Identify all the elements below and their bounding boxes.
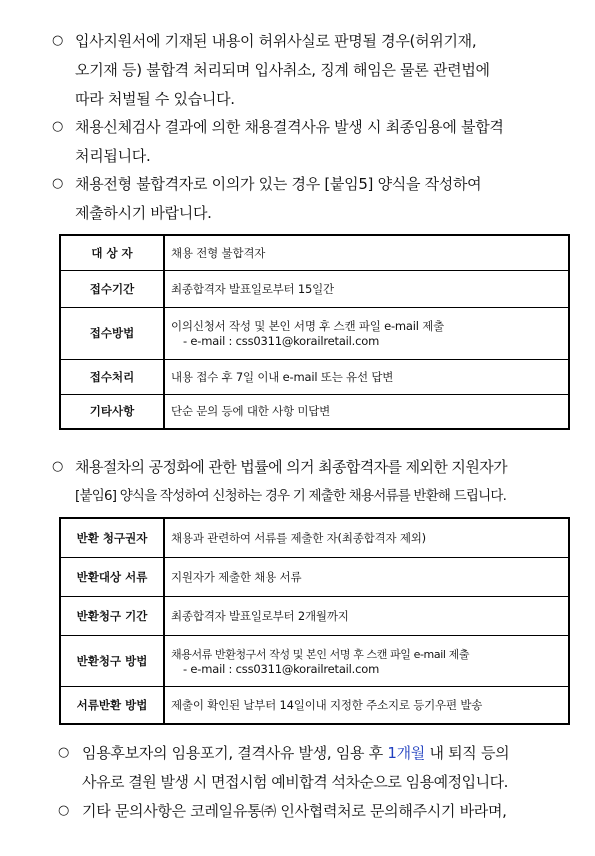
bullet-text: 제출하시기 바랍니다. (75, 204, 212, 222)
bullet-text: 입사지원서에 기재된 내용이 허위사실로 판명될 경우(허위기재, (75, 32, 477, 50)
row-header: 서류반환 방법 (60, 686, 164, 724)
row-header: 접수방법 (60, 307, 164, 359)
document-return-table (59, 517, 570, 725)
bullet-text: 오기재 등) 불합격 처리되며 입사취소, 징계 해임은 물론 관련법에 (75, 61, 490, 79)
bullet-text (82, 744, 509, 762)
row-value (164, 307, 569, 359)
bullet-marker: ○ (52, 119, 64, 134)
row-value: 단순 문의 등에 대한 사항 미답변 (164, 394, 569, 429)
row-header: 반환대상 서류 (60, 557, 164, 596)
objection-info-table (59, 234, 570, 430)
row-value: 최종합격자 발표일로부터 2개월까지 (164, 596, 569, 635)
table-row (60, 686, 569, 724)
row-header: 반환청구 방법 (60, 635, 164, 686)
row-value (164, 635, 569, 686)
bullet-text: 따라 처벌될 수 있습니다. (75, 90, 235, 108)
value-main: 이의신청서 작성 및 본인 서명 후 스캔 파일 e-mail 제출 (171, 319, 445, 333)
bullet-marker: ○ (52, 459, 64, 474)
row-header: 접수처리 (60, 359, 164, 394)
table-row (60, 394, 569, 429)
row-value: 채용과 관련하여 서류를 제출한 자(최종합격자 제외) (164, 518, 569, 557)
row-value: 지원자가 제출한 채용 서류 (164, 557, 569, 596)
row-header: 대 상 자 (60, 235, 164, 270)
text-after: 내 퇴직 등의 (424, 744, 510, 762)
bullet-marker: ○ (52, 33, 64, 48)
row-header: 반환 청구권자 (60, 518, 164, 557)
bullet-text: 기타 문의사항은 코레일유통㈜ 인사협력처로 문의해주시기 바라며, (82, 802, 507, 820)
value-main: 채용서류 반환청구서 작성 및 본인 서명 후 스캔 파일 e-mail 제출 (171, 647, 470, 661)
table-row (60, 557, 569, 596)
bullet-text: [붙임6] 양식을 작성하여 신청하는 경우 기 제출한 채용서류를 반환해 드립니다. (75, 488, 507, 504)
bullet-text: 채용절차의 공정화에 관한 법률에 의거 최종합격자를 제외한 지원자가 (75, 458, 507, 476)
email-line: - e-mail : css0311@korailretail.com (183, 661, 380, 676)
bullet-text: 처리됩니다. (75, 147, 151, 165)
table-row (60, 518, 569, 557)
row-header: 반환청구 기간 (60, 596, 164, 635)
row-value: 제출이 확인된 날부터 14일이내 지정한 주소지로 등기우편 발송 (164, 686, 569, 724)
bullet-marker: ○ (58, 803, 70, 818)
bullet-text: 채용신체검사 결과에 의한 채용결격사유 발생 시 최종임용에 불합격 (75, 118, 504, 136)
row-value: 채용 전형 불합격자 (164, 235, 569, 270)
table-row (60, 270, 569, 307)
table-row (60, 596, 569, 635)
bullet-marker: ○ (52, 176, 64, 191)
row-value: 내용 접수 후 7일 이내 e-mail 또는 유선 답변 (164, 359, 569, 394)
table-row (60, 235, 569, 270)
bullet-text: 채용전형 불합격자로 이의가 있는 경우 [붙임5] 양식을 작성하여 (75, 175, 482, 193)
row-value: 최종합격자 발표일로부터 15일간 (164, 270, 569, 307)
highlight-period: 1개월 (387, 744, 425, 762)
table-row (60, 359, 569, 394)
row-header: 접수기간 (60, 270, 164, 307)
bullet-text: 사유로 결원 발생 시 면접시험 예비합격 석차순으로 임용예정입니다. (82, 773, 508, 791)
row-header: 기타사항 (60, 394, 164, 429)
email-line: - e-mail : css0311@korailretail.com (183, 334, 380, 348)
text-before: 임용후보자의 임용포기, 결격사유 발생, 임용 후 (82, 744, 388, 762)
table-row (60, 307, 569, 359)
table-row (60, 635, 569, 686)
bullet-marker: ○ (58, 745, 70, 760)
